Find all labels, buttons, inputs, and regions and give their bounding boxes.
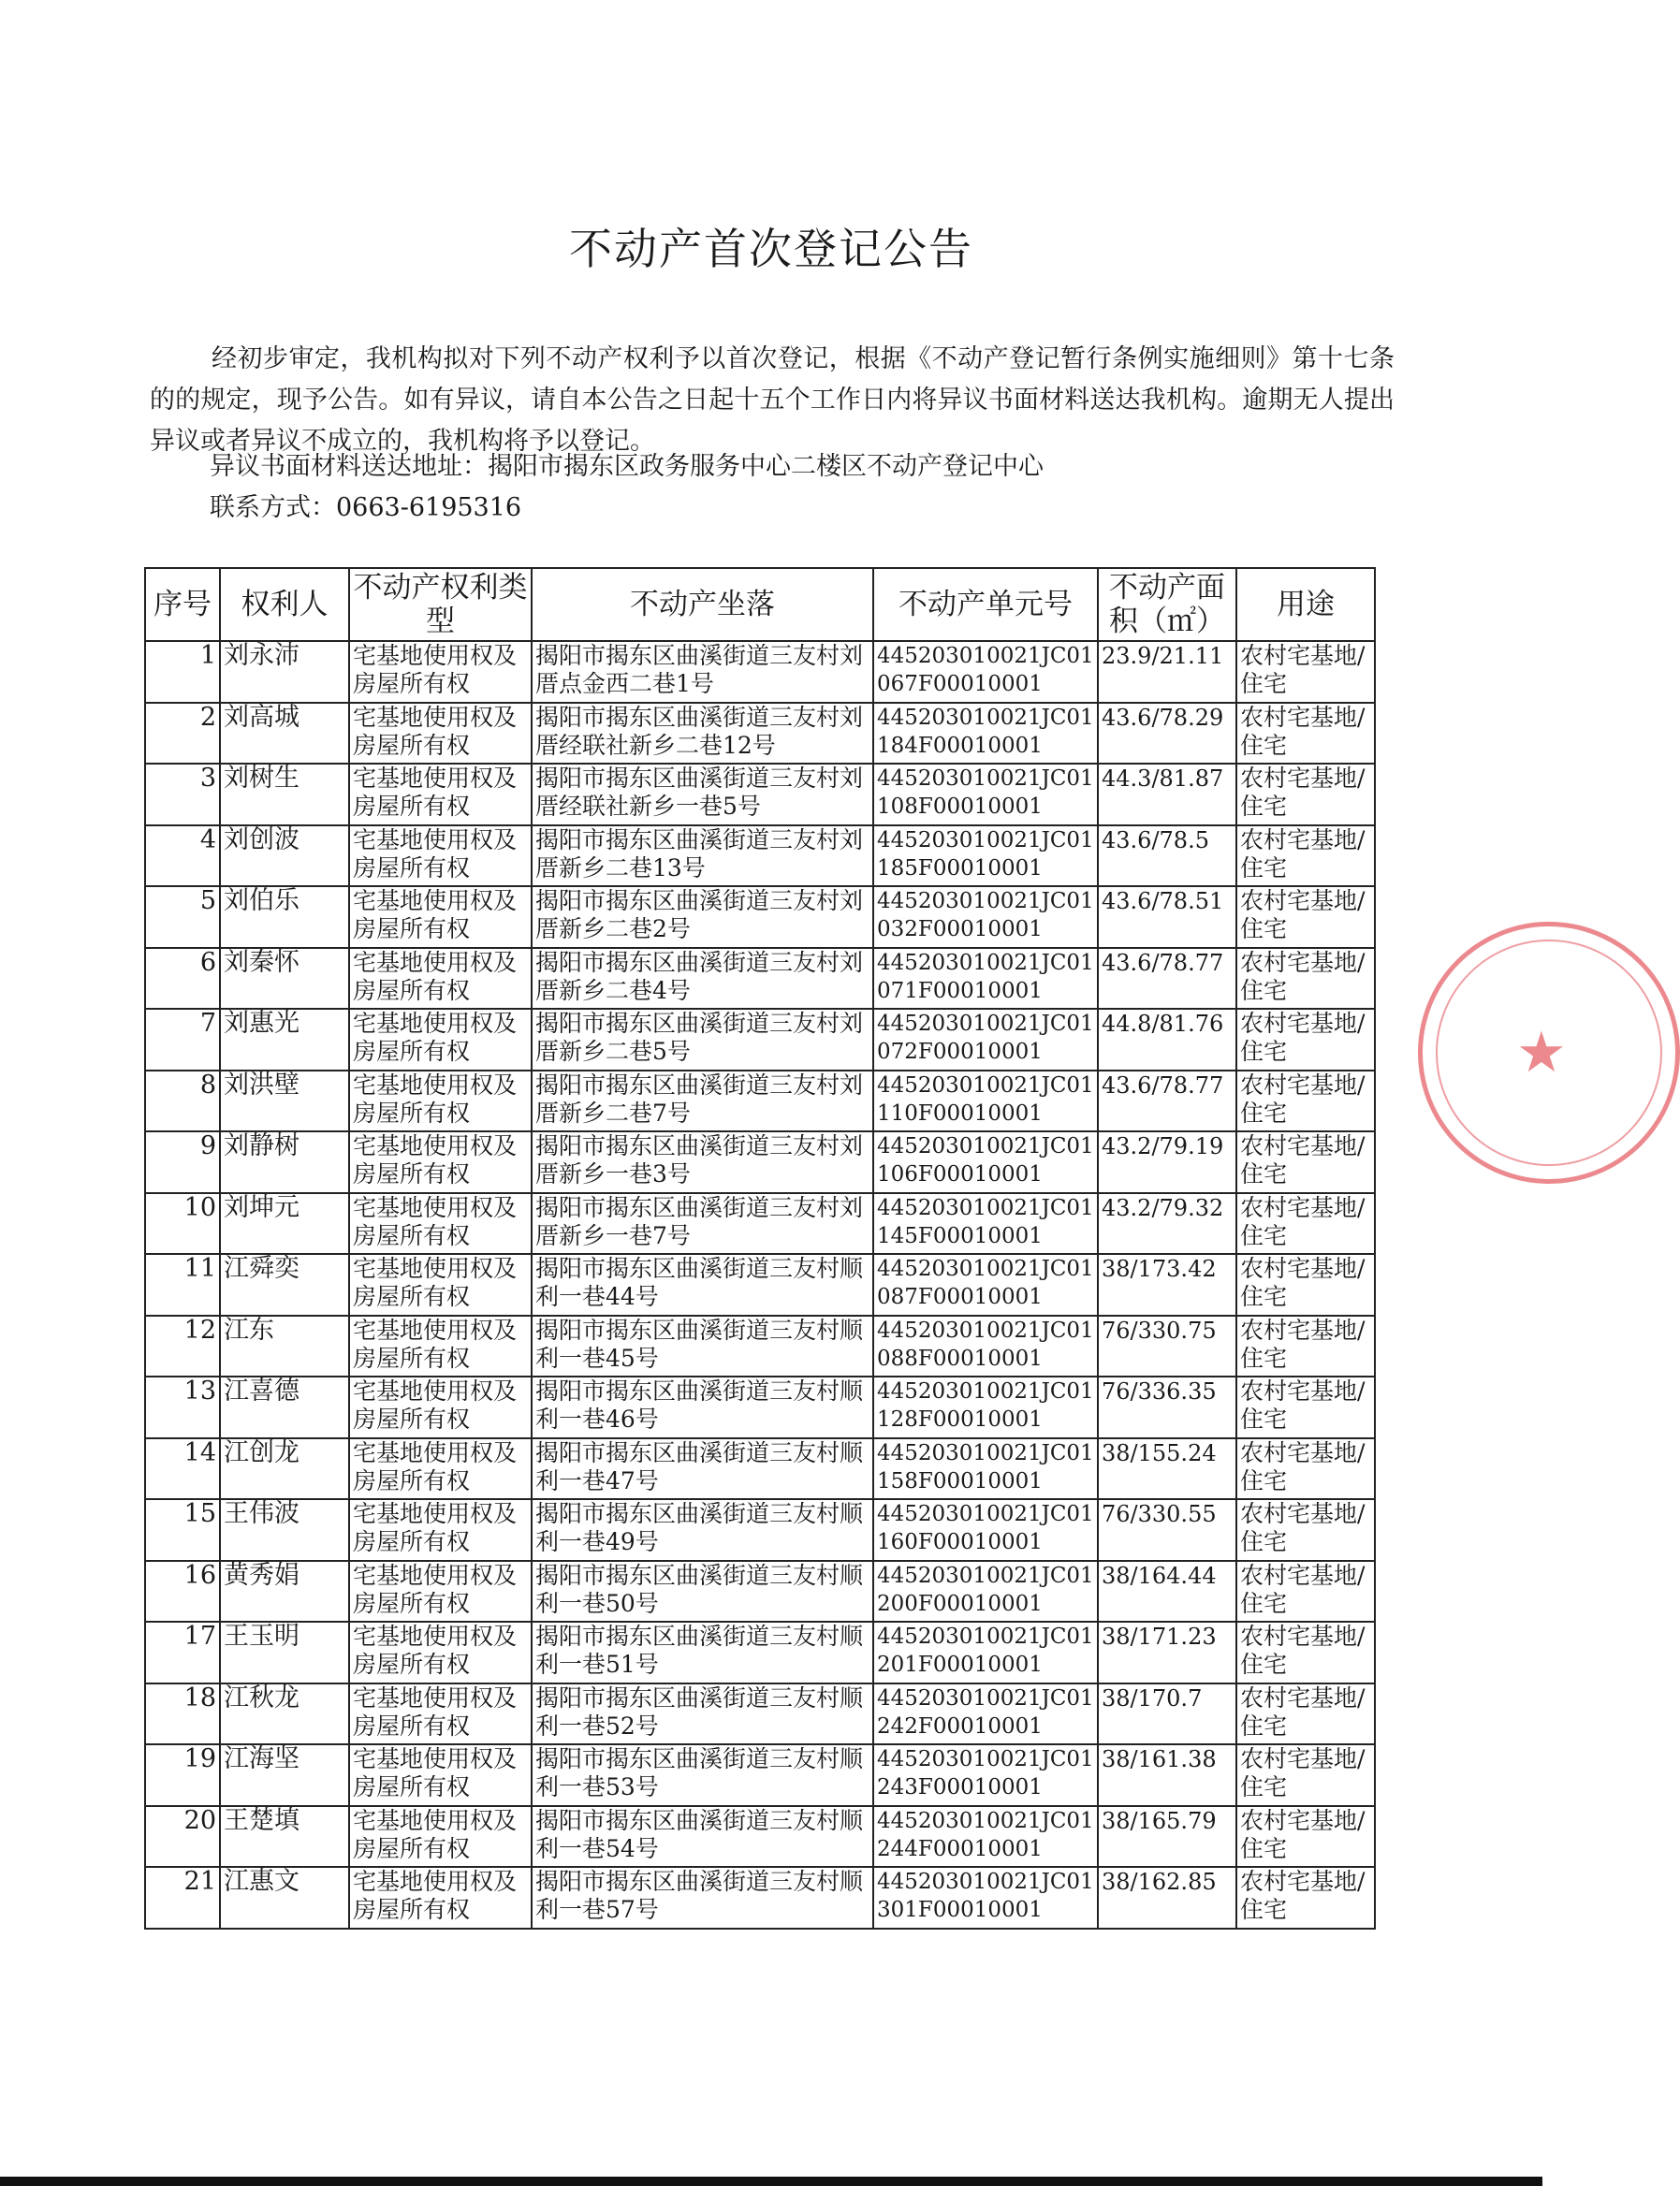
contact-info: 联系方式：0663-6195316 bbox=[210, 493, 522, 522]
cell-right-type: 宅基地使用权及房屋所有权 bbox=[349, 825, 532, 887]
table-row bbox=[145, 1193, 1375, 1255]
cell-seq: 2 bbox=[145, 703, 220, 765]
cell-use: 农村宅基地/住宅 bbox=[1236, 1009, 1375, 1071]
cell-area: 38/171.23 bbox=[1098, 1622, 1236, 1683]
cell-area: 38/161.38 bbox=[1098, 1744, 1236, 1806]
cell-owner: 刘伯乐 bbox=[220, 886, 349, 948]
cell-owner: 江舜奕 bbox=[220, 1254, 349, 1316]
cell-right-type: 宅基地使用权及房屋所有权 bbox=[349, 1071, 532, 1132]
cell-location: 揭阳市揭东区曲溪街道三友村顺利一巷52号 bbox=[532, 1683, 873, 1745]
cell-unit-no: 445203010021JC01301F00010001 bbox=[873, 1867, 1098, 1929]
cell-unit-no: 445203010021JC01072F00010001 bbox=[873, 1009, 1098, 1071]
cell-seq: 14 bbox=[145, 1438, 220, 1500]
cell-unit-no: 445203010021JC01184F00010001 bbox=[873, 703, 1098, 765]
cell-seq: 18 bbox=[145, 1683, 220, 1745]
header-area: 不动产面积（㎡） bbox=[1098, 568, 1236, 641]
cell-location: 揭阳市揭东区曲溪街道三友村顺利一巷57号 bbox=[532, 1867, 873, 1929]
cell-seq: 15 bbox=[145, 1499, 220, 1561]
cell-owner: 刘高城 bbox=[220, 703, 349, 765]
cell-owner: 刘洪壁 bbox=[220, 1071, 349, 1132]
cell-use: 农村宅基地/住宅 bbox=[1236, 1622, 1375, 1683]
cell-owner: 江秋龙 bbox=[220, 1683, 349, 1745]
cell-area: 38/164.44 bbox=[1098, 1561, 1236, 1623]
cell-seq: 17 bbox=[145, 1622, 220, 1683]
cell-owner: 王伟波 bbox=[220, 1499, 349, 1561]
cell-unit-no: 445203010021JC01242F00010001 bbox=[873, 1683, 1098, 1745]
cell-owner: 刘静树 bbox=[220, 1131, 349, 1193]
cell-use: 农村宅基地/住宅 bbox=[1236, 1744, 1375, 1806]
cell-use: 农村宅基地/住宅 bbox=[1236, 1806, 1375, 1868]
cell-area: 44.8/81.76 bbox=[1098, 1009, 1236, 1071]
cell-location: 揭阳市揭东区曲溪街道三友村刘厝新乡一巷7号 bbox=[532, 1193, 873, 1255]
cell-location: 揭阳市揭东区曲溪街道三友村顺利一巷46号 bbox=[532, 1377, 873, 1438]
table-header-row bbox=[145, 568, 1375, 641]
header-right-type: 不动产权利类型 bbox=[349, 568, 532, 641]
cell-use: 农村宅基地/住宅 bbox=[1236, 1071, 1375, 1132]
table-row bbox=[145, 1071, 1375, 1132]
objection-address: 异议书面材料送达地址：揭阳市揭东区政务服务中心二楼区不动产登记中心 bbox=[210, 452, 1044, 481]
cell-location: 揭阳市揭东区曲溪街道三友村刘厝经联社新乡二巷12号 bbox=[532, 703, 873, 765]
cell-right-type: 宅基地使用权及房屋所有权 bbox=[349, 1806, 532, 1868]
cell-right-type: 宅基地使用权及房屋所有权 bbox=[349, 1193, 532, 1255]
cell-use: 农村宅基地/住宅 bbox=[1236, 1683, 1375, 1745]
cell-use: 农村宅基地/住宅 bbox=[1236, 1131, 1375, 1193]
cell-location: 揭阳市揭东区曲溪街道三友村刘厝新乡一巷3号 bbox=[532, 1131, 873, 1193]
cell-area: 43.6/78.77 bbox=[1098, 1071, 1236, 1132]
table-row bbox=[145, 764, 1375, 825]
cell-area: 43.6/78.29 bbox=[1098, 703, 1236, 765]
cell-area: 23.9/21.11 bbox=[1098, 641, 1236, 703]
cell-right-type: 宅基地使用权及房屋所有权 bbox=[349, 1622, 532, 1683]
registration-table bbox=[144, 567, 1376, 1930]
cell-owner: 王楚填 bbox=[220, 1806, 349, 1868]
cell-right-type: 宅基地使用权及房屋所有权 bbox=[349, 1683, 532, 1745]
cell-use: 农村宅基地/住宅 bbox=[1236, 641, 1375, 703]
cell-unit-no: 445203010021JC01243F00010001 bbox=[873, 1744, 1098, 1806]
cell-use: 农村宅基地/住宅 bbox=[1236, 1561, 1375, 1623]
page-title: 不动产首次登记公告 bbox=[569, 224, 973, 274]
cell-area: 76/336.35 bbox=[1098, 1377, 1236, 1438]
cell-unit-no: 445203010021JC01110F00010001 bbox=[873, 1071, 1098, 1132]
table-row bbox=[145, 1622, 1375, 1683]
cell-seq: 6 bbox=[145, 948, 220, 1010]
cell-seq: 10 bbox=[145, 1193, 220, 1255]
table-row bbox=[145, 1744, 1375, 1806]
table-row bbox=[145, 1683, 1375, 1745]
cell-location: 揭阳市揭东区曲溪街道三友村刘厝点金西二巷1号 bbox=[532, 641, 873, 703]
cell-use: 农村宅基地/住宅 bbox=[1236, 703, 1375, 765]
cell-right-type: 宅基地使用权及房屋所有权 bbox=[349, 1438, 532, 1500]
cell-owner: 江创龙 bbox=[220, 1438, 349, 1500]
cell-location: 揭阳市揭东区曲溪街道三友村刘厝新乡二巷2号 bbox=[532, 886, 873, 948]
cell-owner: 刘树生 bbox=[220, 764, 349, 825]
cell-owner: 江喜德 bbox=[220, 1377, 349, 1438]
cell-owner: 江惠文 bbox=[220, 1867, 349, 1929]
cell-area: 38/170.7 bbox=[1098, 1683, 1236, 1745]
cell-owner: 刘永沛 bbox=[220, 641, 349, 703]
cell-location: 揭阳市揭东区曲溪街道三友村顺利一巷50号 bbox=[532, 1561, 873, 1623]
cell-area: 43.2/79.19 bbox=[1098, 1131, 1236, 1193]
table-row bbox=[145, 1867, 1375, 1929]
cell-unit-no: 445203010021JC01200F00010001 bbox=[873, 1561, 1098, 1623]
cell-unit-no: 445203010021JC01108F00010001 bbox=[873, 764, 1098, 825]
cell-seq: 3 bbox=[145, 764, 220, 825]
cell-right-type: 宅基地使用权及房屋所有权 bbox=[349, 1499, 532, 1561]
cell-right-type: 宅基地使用权及房屋所有权 bbox=[349, 1131, 532, 1193]
cell-location: 揭阳市揭东区曲溪街道三友村顺利一巷54号 bbox=[532, 1806, 873, 1868]
cell-unit-no: 445203010021JC01244F00010001 bbox=[873, 1806, 1098, 1868]
cell-use: 农村宅基地/住宅 bbox=[1236, 764, 1375, 825]
table-row bbox=[145, 1254, 1375, 1316]
cell-owner: 刘秦怀 bbox=[220, 948, 349, 1010]
cell-use: 农村宅基地/住宅 bbox=[1236, 948, 1375, 1010]
cell-right-type: 宅基地使用权及房屋所有权 bbox=[349, 703, 532, 765]
table-row bbox=[145, 1131, 1375, 1193]
cell-seq: 16 bbox=[145, 1561, 220, 1623]
cell-unit-no: 445203010021JC01088F00010001 bbox=[873, 1316, 1098, 1377]
cell-seq: 11 bbox=[145, 1254, 220, 1316]
cell-unit-no: 445203010021JC01185F00010001 bbox=[873, 825, 1098, 887]
cell-right-type: 宅基地使用权及房屋所有权 bbox=[349, 1009, 532, 1071]
cell-seq: 21 bbox=[145, 1867, 220, 1929]
cell-seq: 7 bbox=[145, 1009, 220, 1071]
cell-seq: 13 bbox=[145, 1377, 220, 1438]
table-row bbox=[145, 825, 1375, 887]
cell-unit-no: 445203010021JC01128F00010001 bbox=[873, 1377, 1098, 1438]
cell-right-type: 宅基地使用权及房屋所有权 bbox=[349, 1254, 532, 1316]
cell-area: 38/162.85 bbox=[1098, 1867, 1236, 1929]
cell-location: 揭阳市揭东区曲溪街道三友村顺利一巷44号 bbox=[532, 1254, 873, 1316]
cell-right-type: 宅基地使用权及房屋所有权 bbox=[349, 1316, 532, 1377]
header-owner: 权利人 bbox=[220, 568, 349, 641]
cell-seq: 9 bbox=[145, 1131, 220, 1193]
cell-right-type: 宅基地使用权及房屋所有权 bbox=[349, 1561, 532, 1623]
table-row bbox=[145, 1806, 1375, 1868]
cell-area: 43.2/79.32 bbox=[1098, 1193, 1236, 1255]
cell-use: 农村宅基地/住宅 bbox=[1236, 1254, 1375, 1316]
cell-location: 揭阳市揭东区曲溪街道三友村刘厝新乡二巷4号 bbox=[532, 948, 873, 1010]
table-row bbox=[145, 1316, 1375, 1377]
cell-location: 揭阳市揭东区曲溪街道三友村顺利一巷47号 bbox=[532, 1438, 873, 1500]
table-row bbox=[145, 886, 1375, 948]
header-location: 不动产坐落 bbox=[532, 568, 873, 641]
cell-seq: 4 bbox=[145, 825, 220, 887]
cell-area: 38/165.79 bbox=[1098, 1806, 1236, 1868]
scan-edge bbox=[0, 2177, 1542, 2186]
cell-location: 揭阳市揭东区曲溪街道三友村刘厝新乡二巷5号 bbox=[532, 1009, 873, 1071]
cell-use: 农村宅基地/住宅 bbox=[1236, 1377, 1375, 1438]
cell-owner: 黄秀娟 bbox=[220, 1561, 349, 1623]
table-row bbox=[145, 703, 1375, 765]
cell-area: 43.6/78.5 bbox=[1098, 825, 1236, 887]
cell-use: 农村宅基地/住宅 bbox=[1236, 825, 1375, 887]
cell-location: 揭阳市揭东区曲溪街道三友村顺利一巷49号 bbox=[532, 1499, 873, 1561]
cell-right-type: 宅基地使用权及房屋所有权 bbox=[349, 764, 532, 825]
cell-owner: 刘惠光 bbox=[220, 1009, 349, 1071]
cell-unit-no: 445203010021JC01087F00010001 bbox=[873, 1254, 1098, 1316]
cell-use: 农村宅基地/住宅 bbox=[1236, 1867, 1375, 1929]
cell-owner: 江海坚 bbox=[220, 1744, 349, 1806]
cell-seq: 8 bbox=[145, 1071, 220, 1132]
cell-use: 农村宅基地/住宅 bbox=[1236, 1316, 1375, 1377]
cell-seq: 5 bbox=[145, 886, 220, 948]
cell-right-type: 宅基地使用权及房屋所有权 bbox=[349, 886, 532, 948]
cell-location: 揭阳市揭东区曲溪街道三友村顺利一巷45号 bbox=[532, 1316, 873, 1377]
cell-use: 农村宅基地/住宅 bbox=[1236, 1438, 1375, 1500]
cell-area: 38/155.24 bbox=[1098, 1438, 1236, 1500]
cell-owner: 刘创波 bbox=[220, 825, 349, 887]
cell-area: 43.6/78.51 bbox=[1098, 886, 1236, 948]
cell-location: 揭阳市揭东区曲溪街道三友村刘厝新乡二巷13号 bbox=[532, 825, 873, 887]
cell-owner: 江东 bbox=[220, 1316, 349, 1377]
cell-location: 揭阳市揭东区曲溪街道三友村刘厝新乡二巷7号 bbox=[532, 1071, 873, 1132]
table-row bbox=[145, 1009, 1375, 1071]
table-row bbox=[145, 641, 1375, 703]
header-use: 用途 bbox=[1236, 568, 1375, 641]
intro-paragraph: 经初步审定，我机构拟对下列不动产权利予以首次登记，根据《不动产登记暂行条例实施细则》第十七条的的规定，现予公告。如有异议，请自本公告之日起十五个工作日内将异议书面材料送达我机构。逾期无人提出异议或者异议不成立的，我机构将予以登记。 bbox=[150, 344, 1395, 456]
cell-seq: 20 bbox=[145, 1806, 220, 1868]
cell-area: 76/330.55 bbox=[1098, 1499, 1236, 1561]
table-row bbox=[145, 1438, 1375, 1500]
cell-seq: 12 bbox=[145, 1316, 220, 1377]
cell-unit-no: 445203010021JC01067F00010001 bbox=[873, 641, 1098, 703]
cell-right-type: 宅基地使用权及房屋所有权 bbox=[349, 948, 532, 1010]
header-unit-no: 不动产单元号 bbox=[873, 568, 1098, 641]
cell-location: 揭阳市揭东区曲溪街道三友村刘厝经联社新乡一巷5号 bbox=[532, 764, 873, 825]
cell-right-type: 宅基地使用权及房屋所有权 bbox=[349, 1744, 532, 1806]
cell-unit-no: 445203010021JC01106F00010001 bbox=[873, 1131, 1098, 1193]
cell-right-type: 宅基地使用权及房屋所有权 bbox=[349, 641, 532, 703]
cell-seq: 1 bbox=[145, 641, 220, 703]
cell-use: 农村宅基地/住宅 bbox=[1236, 1499, 1375, 1561]
table-row bbox=[145, 1499, 1375, 1561]
cell-owner: 刘坤元 bbox=[220, 1193, 349, 1255]
cell-owner: 王玉明 bbox=[220, 1622, 349, 1683]
table-row bbox=[145, 1377, 1375, 1438]
cell-unit-no: 445203010021JC01201F00010001 bbox=[873, 1622, 1098, 1683]
cell-unit-no: 445203010021JC01145F00010001 bbox=[873, 1193, 1098, 1255]
cell-unit-no: 445203010021JC01071F00010001 bbox=[873, 948, 1098, 1010]
cell-seq: 19 bbox=[145, 1744, 220, 1806]
cell-location: 揭阳市揭东区曲溪街道三友村顺利一巷53号 bbox=[532, 1744, 873, 1806]
seal-star-icon: ★ bbox=[1516, 1020, 1567, 1086]
table-row bbox=[145, 1561, 1375, 1623]
table-row bbox=[145, 948, 1375, 1010]
cell-right-type: 宅基地使用权及房屋所有权 bbox=[349, 1377, 532, 1438]
official-seal bbox=[1418, 922, 1680, 1184]
cell-area: 43.6/78.77 bbox=[1098, 948, 1236, 1010]
cell-unit-no: 445203010021JC01158F00010001 bbox=[873, 1438, 1098, 1500]
cell-use: 农村宅基地/住宅 bbox=[1236, 886, 1375, 948]
cell-area: 38/173.42 bbox=[1098, 1254, 1236, 1316]
header-seq: 序号 bbox=[145, 568, 220, 641]
cell-right-type: 宅基地使用权及房屋所有权 bbox=[349, 1867, 532, 1929]
cell-location: 揭阳市揭东区曲溪街道三友村顺利一巷51号 bbox=[532, 1622, 873, 1683]
cell-area: 76/330.75 bbox=[1098, 1316, 1236, 1377]
cell-use: 农村宅基地/住宅 bbox=[1236, 1193, 1375, 1255]
cell-area: 44.3/81.87 bbox=[1098, 764, 1236, 825]
cell-unit-no: 445203010021JC01032F00010001 bbox=[873, 886, 1098, 948]
cell-unit-no: 445203010021JC01160F00010001 bbox=[873, 1499, 1098, 1561]
